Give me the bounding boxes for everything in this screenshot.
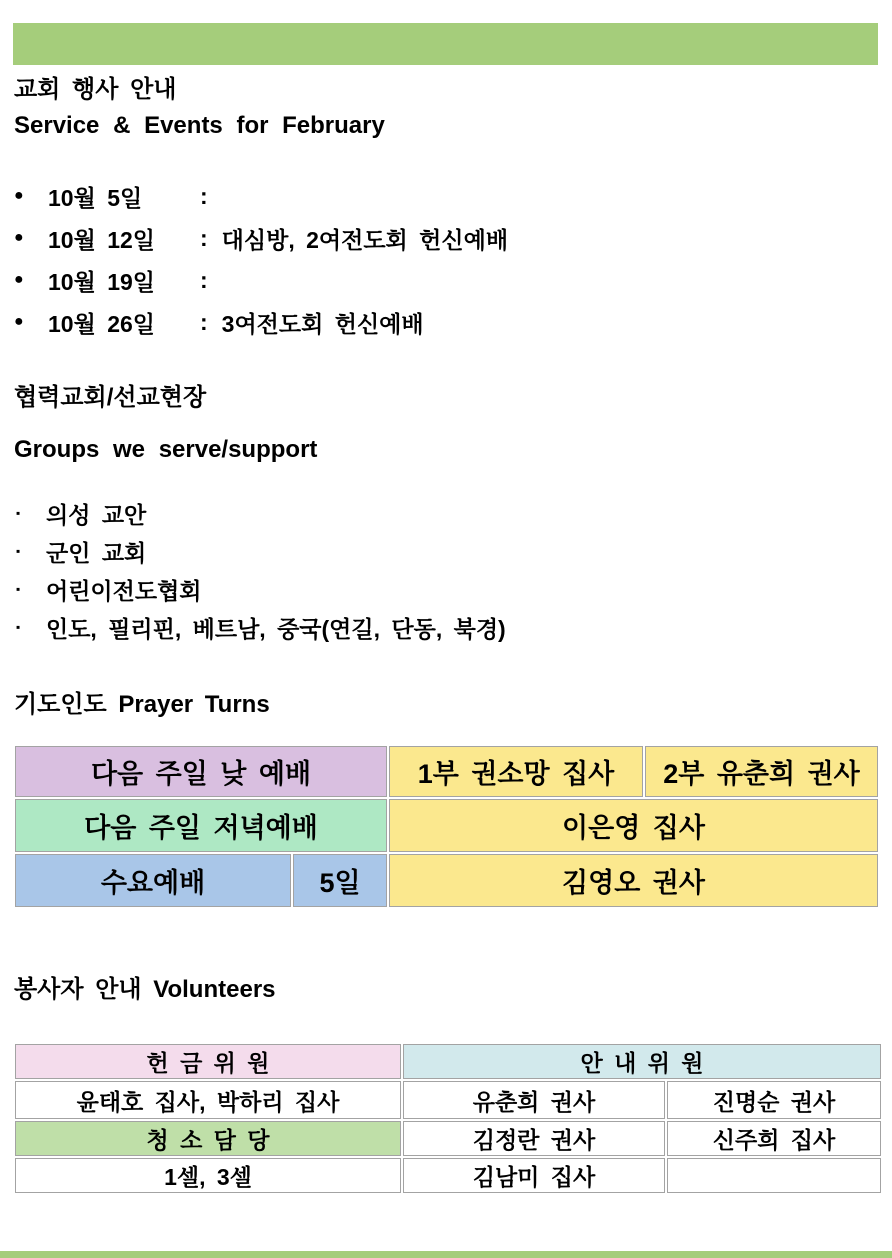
- table-row: [15, 1121, 881, 1156]
- header-bar: [13, 23, 878, 65]
- prayer-turns-table: [13, 744, 880, 909]
- events-title-english: Service & Events for February: [14, 112, 385, 139]
- event-description: 대심방, 2여전도회 헌신예배: [221, 226, 509, 253]
- footer-bar: [0, 1251, 892, 1258]
- table-cell-person: 김남미 집사: [403, 1158, 665, 1193]
- event-date: 10월 5일: [48, 184, 143, 211]
- square-bullet-icon: ▪: [16, 620, 21, 634]
- table-cell-person: 김영오 권사: [389, 854, 878, 907]
- table-cell-person: 김정란 권사: [403, 1121, 665, 1156]
- group-item: [16, 608, 506, 646]
- group-label: 군인 교회: [46, 539, 147, 566]
- event-colon: :: [200, 308, 208, 335]
- table-row: [15, 746, 878, 797]
- groups-title-korean: 협력교회/선교현장: [14, 384, 207, 411]
- table-cell-service: 다음 주일 저녁예배: [15, 799, 387, 852]
- group-label: 의성 교안: [46, 501, 147, 528]
- groups-title-english: Groups we serve/support: [14, 436, 318, 463]
- table-cell-role-header: 헌 금 위 원: [15, 1044, 401, 1079]
- table-cell-person: 1부 권소망 집사: [389, 746, 643, 797]
- table-cell-person: 윤태호 집사, 박하리 집사: [15, 1081, 401, 1119]
- group-item: [16, 570, 506, 608]
- square-bullet-icon: ▪: [16, 544, 21, 558]
- table-cell-person: 유춘희 권사: [403, 1081, 665, 1119]
- table-row: [15, 1081, 881, 1119]
- circle-bullet-icon: ●: [14, 271, 24, 288]
- table-cell-empty: [667, 1158, 881, 1193]
- event-colon: :: [200, 224, 208, 251]
- table-cell-person: 1셀, 3셀: [15, 1158, 401, 1193]
- table-cell-day: 5일: [293, 854, 387, 907]
- table-row: [15, 1158, 881, 1193]
- table-cell-service: 수요예배: [15, 854, 291, 907]
- event-date: 10월 12일: [48, 226, 155, 253]
- table-row: [15, 1044, 881, 1079]
- event-colon: :: [200, 182, 208, 209]
- circle-bullet-icon: ●: [14, 229, 24, 246]
- event-item: [14, 175, 508, 217]
- group-item: [16, 494, 506, 532]
- table-cell-person: 이은영 집사: [389, 799, 878, 852]
- event-date: 10월 26일: [48, 310, 155, 337]
- circle-bullet-icon: ●: [14, 313, 24, 330]
- table-cell-person: 진명순 권사: [667, 1081, 881, 1119]
- table-cell-person: 신주희 집사: [667, 1121, 881, 1156]
- square-bullet-icon: ▪: [16, 506, 21, 520]
- events-list: [14, 175, 508, 343]
- table-cell-service: 다음 주일 낮 예배: [15, 746, 387, 797]
- event-item: [14, 259, 508, 301]
- table-row: [15, 799, 878, 852]
- square-bullet-icon: ▪: [16, 582, 21, 596]
- event-colon: :: [200, 266, 208, 293]
- prayer-turns-title: 기도인도 Prayer Turns: [14, 691, 270, 718]
- table-cell-role-header: 청 소 담 당: [15, 1121, 401, 1156]
- table-row: [15, 854, 878, 907]
- group-item: [16, 532, 506, 570]
- table-cell-person: 2부 유춘희 권사: [645, 746, 878, 797]
- groups-list: [16, 494, 506, 646]
- events-title-korean: 교회 행사 안내: [14, 76, 177, 103]
- event-item: [14, 301, 508, 343]
- event-description: 3여전도회 헌신예배: [221, 310, 424, 337]
- table-cell-role-header: 안 내 위 원: [403, 1044, 881, 1079]
- group-label: 인도, 필리핀, 베트남, 중국(연길, 단동, 북경): [46, 615, 506, 642]
- event-date: 10월 19일: [48, 268, 155, 295]
- event-item: [14, 217, 508, 259]
- volunteers-title: 봉사자 안내 Volunteers: [14, 976, 276, 1003]
- circle-bullet-icon: ●: [14, 187, 24, 204]
- volunteers-table: [13, 1042, 883, 1195]
- group-label: 어린이전도협회: [46, 577, 202, 604]
